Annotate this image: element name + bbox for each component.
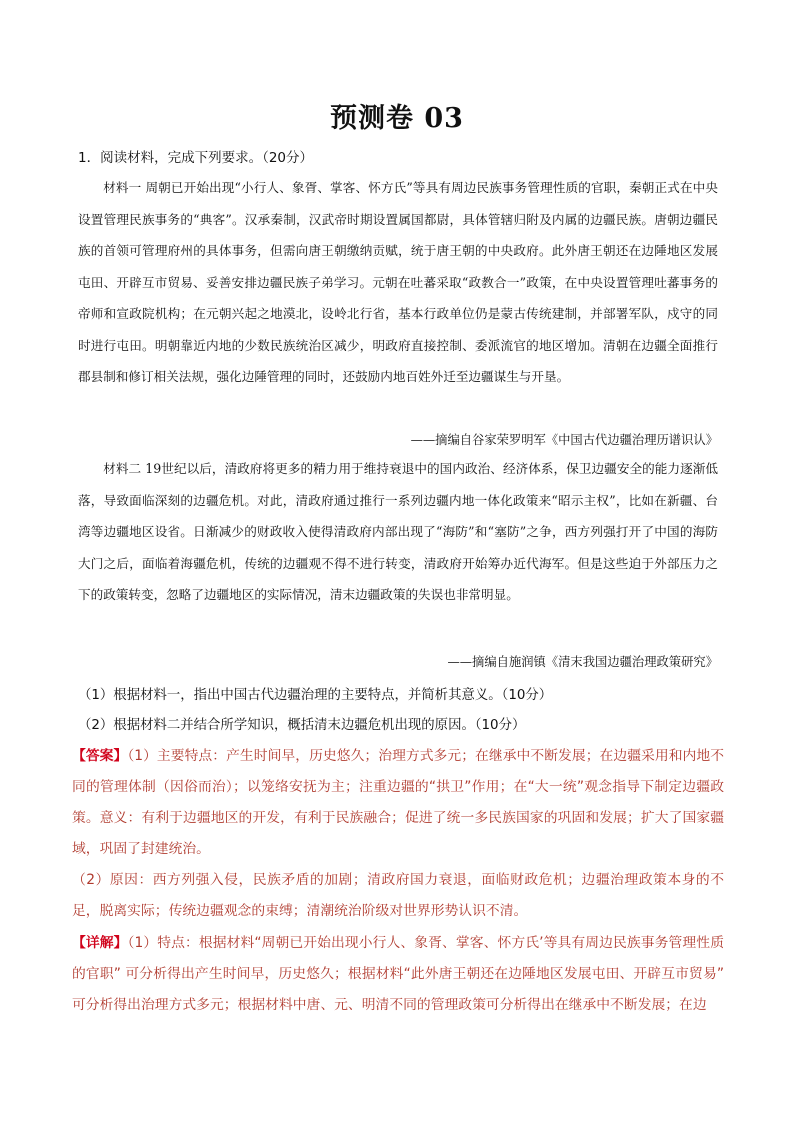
question-stem: 1．阅读材料，完成下列要求。（20分） — [78, 150, 314, 166]
answer-part-1 — [72, 741, 724, 865]
answer-tag: 【答案】 — [72, 748, 128, 764]
detail-text: （1）特点：根据材料“周朝已开始出现小行人、象胥、掌客、怀方氏’等具有周边民族事务管理性质的官职” 可分析得出产生时间早，历史悠久；根据材料“此外唐王朝还在边陲地区发展屯田、开辟互市贸易” 可分析得出治理方式多元；根据材料中唐、元、明清不同的管理政策可分析得出在继承中不断发展；在边 — [72, 935, 724, 1013]
detail-tag: 【详解】 — [72, 935, 128, 951]
detail-section — [72, 928, 724, 1021]
page-title: 预测卷 03 — [330, 103, 464, 134]
answer-part-1-text: （1）主要特点：产生时间早，历史悠久；治理方式多元；在继承中不断发展；在边疆采用和内地不同的管理体制（因俗而治）；以笼络安抚为主；注重边疆的“拱卫”作用；在“大一统”观念指导下制定边疆政策。意义：有利于边疆地区的开发，有利于民族融合；促进了统一多民族国家的巩固和发展；扩大了国家疆域，巩固了封建统治。 — [72, 748, 725, 857]
sub-question-2: （2）根据材料二并结合所学知识，概括清末边疆危机出现的原因。（10分） — [78, 718, 526, 733]
material-two: 材料二 19世纪以后，清政府将更多的精力用于维持衰退中的国内政治、经济体系，保卫边疆安全的能力逐渐低落，导致面临深刻的边疆危机。对此，清政府通过推行一系列边疆内地一体化政策来“昭示主权”，比如在新疆、台湾等边疆地区设省。日渐减少的财政收入使得清政府内部出现了“海防”和“塞防”之争，西方列强打开了中国的海防大门之后，面临着海疆危机，传统的边疆观不得不进行转变，清政府开始筹办近代海军。但是这些迫于外部压力之下的政策转变，忽略了边疆地区的实际情况，清末边疆政策的失误也非常明显。 — [78, 461, 718, 602]
sub-question-1: （1）根据材料一，指出中国古代边疆治理的主要特点，并简析其意义。（10分） — [78, 688, 553, 703]
material-one: 材料一 周朝已开始出现“小行人、象胥、掌客、怀方氏”等具有周边民族事务管理性质的官职，秦朝正式在中央设置管理民族事务的“典客”。汉承秦制，汉武帝时期设置属国都尉，具体管辖归附及内属的边疆民族。唐朝边疆民族的首领可管理府州的具体事务，但需向唐王朝缴纳贡赋，统于唐王朝的中央政府。此外唐王朝还在边陲地区发展屯田、开辟互市贸易、妥善安排边疆民族子弟学习。元朝在吐蕃采取“政教合一”政策，在中央设置管理吐蕃事务的帝师和宣政院机构；在元朝兴起之地漠北，设岭北行省，基本行政单位仍是蒙古传统建制，并部署军队，戍守的同时进行屯田。明朝靠近内地的少数民族统治区减少，明政府直接控制、委派流官的地区增加。清朝在边疆全面推行郡县制和修订相关法规，强化边陲管理的同时，还鼓励内地百姓外迁至边疆谋生与开垦。 — [78, 180, 718, 384]
material-two-source: ——摘编自施润镇《清末我国边疆治理政策研究》 — [447, 655, 718, 669]
answer-part-2: （2）原因：西方列强入侵，民族矛盾的加剧；清政府国力衰退，面临财政危机；边疆治理政策本身的不足，脱离实际；传统边疆观念的束缚；清潮统治阶级对世界形势认识不清。 — [72, 872, 724, 919]
material-one-source: ——摘编自谷家荣罗明军《中国古代边疆治理历谱识认》 — [410, 433, 718, 447]
